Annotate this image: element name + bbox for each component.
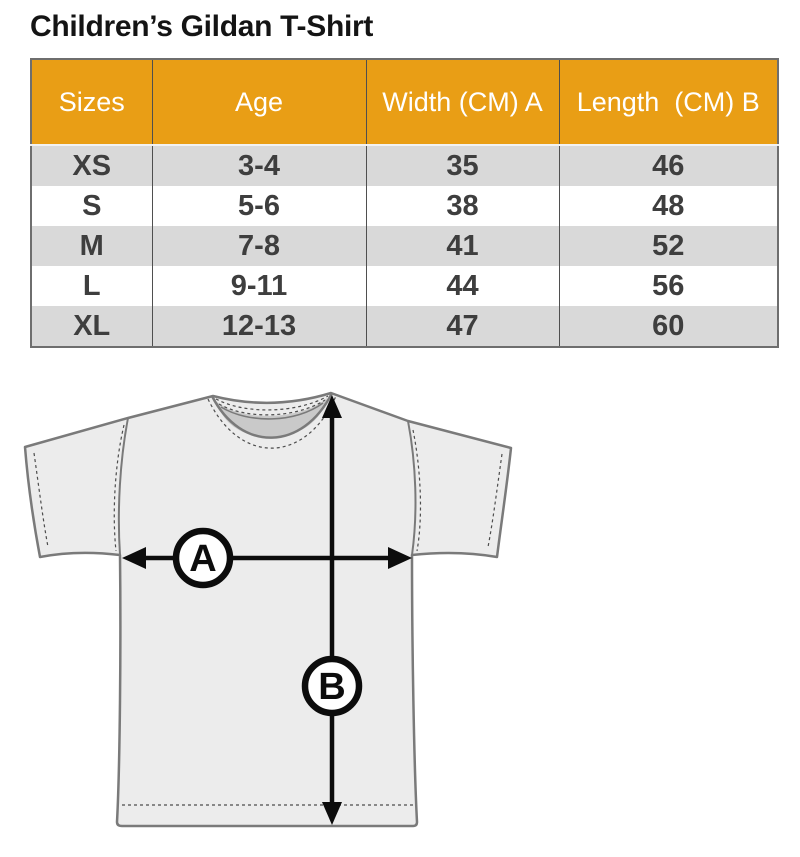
cell-width: 41 bbox=[366, 226, 559, 266]
cell-width: 35 bbox=[366, 145, 559, 186]
cell-age: 5-6 bbox=[152, 186, 366, 226]
tshirt-size-diagram bbox=[0, 385, 545, 857]
table-row bbox=[31, 266, 778, 306]
cell-age: 9-11 bbox=[152, 266, 366, 306]
table-row bbox=[31, 306, 778, 347]
table-row bbox=[31, 145, 778, 186]
table-row bbox=[31, 226, 778, 266]
size-chart-table bbox=[30, 58, 779, 348]
length-label: B bbox=[318, 666, 346, 708]
cell-width: 44 bbox=[366, 266, 559, 306]
width-label: A bbox=[189, 538, 217, 580]
cell-length: 46 bbox=[559, 145, 778, 186]
cell-age: 3-4 bbox=[152, 145, 366, 186]
length-label-badge bbox=[305, 659, 359, 713]
column-header-width: Width (CM) A bbox=[366, 59, 559, 145]
tshirt-outline bbox=[25, 393, 511, 826]
cell-age: 7-8 bbox=[152, 226, 366, 266]
column-header-length: Length (CM) B bbox=[559, 59, 778, 145]
cell-size: XL bbox=[73, 309, 111, 342]
cell-width: 38 bbox=[366, 186, 559, 226]
cell-size: L bbox=[82, 269, 101, 302]
cell-length: 60 bbox=[559, 306, 778, 347]
cell-length: 52 bbox=[559, 226, 778, 266]
cell-size: S bbox=[82, 189, 102, 222]
cell-age: 12-13 bbox=[152, 306, 366, 347]
table-row bbox=[31, 186, 778, 226]
table-header-row bbox=[31, 59, 778, 145]
page-title: Children’s Gildan T-Shirt bbox=[30, 10, 374, 43]
cell-length: 56 bbox=[559, 266, 778, 306]
cell-length: 48 bbox=[559, 186, 778, 226]
column-header-age: Age bbox=[152, 59, 366, 145]
width-label-badge bbox=[176, 531, 230, 585]
cell-size: XS bbox=[72, 149, 112, 182]
cell-width: 47 bbox=[366, 306, 559, 347]
cell-size: M bbox=[79, 229, 104, 262]
column-header-sizes: Sizes bbox=[31, 59, 152, 145]
